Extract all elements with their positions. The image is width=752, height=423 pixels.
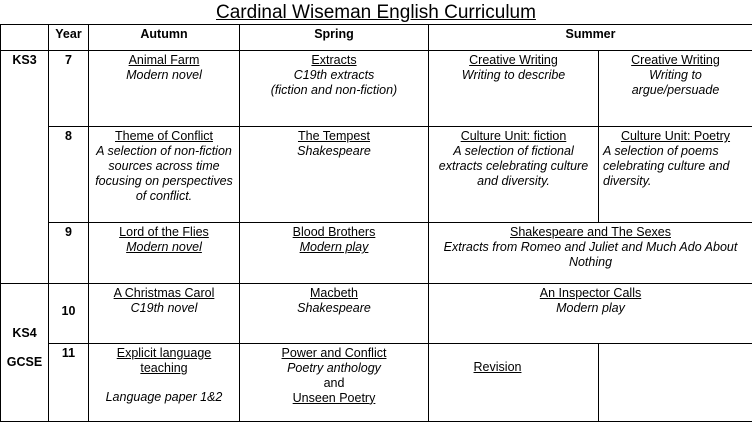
y7-spring [240, 51, 429, 127]
y8-spring-sub: Shakespeare [297, 144, 371, 159]
y7-summer1-sub: Writing to describe [461, 68, 566, 83]
gcse-label: GCSE [6, 354, 43, 369]
y8-summer2 [599, 127, 752, 223]
y9-spring-sub: Modern play [299, 240, 369, 255]
row-year-8 [1, 127, 752, 223]
y11-summer1-title: Revision [473, 359, 522, 374]
y7-summer2 [599, 51, 752, 127]
row-year-7 [1, 51, 752, 127]
year-9: 9 [49, 223, 89, 283]
year-11: 11 [49, 343, 89, 421]
y8-summer1 [429, 127, 599, 223]
y8-autumn-title: Theme of Conflict [115, 129, 213, 144]
year-7: 7 [49, 51, 89, 127]
y8-summer1-title: Culture Unit: fiction [460, 129, 567, 144]
y11-spring-title: Power and Conflict [281, 345, 387, 360]
y11-summer2 [599, 343, 752, 421]
y7-summer2-title: Creative Writing [631, 53, 720, 68]
y10-autumn [89, 283, 240, 343]
y7-summer1 [429, 51, 599, 127]
y7-summer1-title: Creative Writing [469, 53, 558, 68]
y7-summer2-sub: Writing to [649, 68, 702, 83]
key-stage-ks3: KS3 [1, 51, 49, 284]
y7-spring-sub: C19th extracts [293, 68, 375, 83]
header-spring: Spring [240, 25, 429, 51]
header-year: Year [49, 25, 89, 51]
year-10 [49, 283, 89, 343]
year-8: 8 [49, 127, 89, 223]
y11-autumn-title: Explicit language [116, 345, 212, 360]
y8-summer2-sub: A selection of poems celebrating culture and diversity. [603, 144, 730, 189]
y8-autumn [89, 127, 240, 223]
y10-spring [240, 283, 429, 343]
y10-summer-title: An Inspector Calls [539, 285, 642, 300]
header-summer: Summer [429, 25, 752, 51]
y9-autumn [89, 223, 240, 283]
y11-autumn [89, 343, 240, 421]
y9-autumn-title: Lord of the Flies [119, 225, 209, 240]
y8-summer1-sub: A selection of fictional extracts celebrating culture and diversity. [438, 144, 589, 189]
y8-spring [240, 127, 429, 223]
y9-spring [240, 223, 429, 283]
y10-autumn-sub: C19th novel [130, 300, 198, 315]
page-title: Cardinal Wiseman English Curriculum [216, 2, 536, 23]
y10-spring-sub: Shakespeare [297, 300, 371, 315]
spacer [93, 376, 235, 390]
y7-autumn-title: Animal Farm [128, 53, 200, 68]
y10-spring-title: Macbeth [310, 285, 358, 300]
year-10-label: 10 [61, 303, 76, 318]
y11-spring [240, 343, 429, 421]
y8-autumn-sub: A selection of non-fiction sources across time focusing on perspectives of conflict. [95, 144, 233, 204]
y9-autumn-sub: Modern novel [126, 240, 202, 255]
y10-autumn-title: A Christmas Carol [113, 285, 215, 300]
y7-autumn [89, 51, 240, 127]
y11-summer1 [429, 343, 599, 421]
header-row [1, 25, 752, 51]
y9-summer [429, 223, 752, 283]
y7-spring-sub2: (fiction and non-fiction) [270, 83, 398, 98]
y7-summer2-sub2: argue/persuade [631, 83, 720, 98]
header-autumn: Autumn [89, 25, 240, 51]
y10-summer [429, 283, 752, 343]
row-year-10 [1, 283, 752, 343]
ks4-label: KS4 [12, 325, 37, 340]
y11-autumn-sub: Language paper 1&2 [105, 389, 223, 404]
y11-spring-and: and [323, 375, 345, 390]
corner-cell [1, 25, 49, 51]
y9-summer-sub: Extracts from Romeo and Juliet and Much Ado About Nothing [443, 240, 738, 270]
y11-spring-title2: Unseen Poetry [292, 390, 376, 405]
key-stage-ks4 [1, 283, 49, 421]
y9-spring-title: Blood Brothers [292, 225, 376, 240]
y7-spring-title: Extracts [311, 53, 357, 68]
curriculum-table [0, 24, 752, 422]
y11-spring-sub: Poetry anthology [287, 360, 381, 375]
y8-spring-title: The Tempest [297, 129, 371, 144]
y8-summer2-title: Culture Unit: Poetry [620, 129, 731, 144]
y7-autumn-sub: Modern novel [126, 68, 202, 83]
y10-summer-sub: Modern play [556, 300, 625, 315]
y11-autumn-title2: teaching [140, 360, 188, 375]
row-year-9 [1, 223, 752, 283]
row-year-11 [1, 343, 752, 421]
y9-summer-title: Shakespeare and The Sexes [510, 225, 671, 240]
